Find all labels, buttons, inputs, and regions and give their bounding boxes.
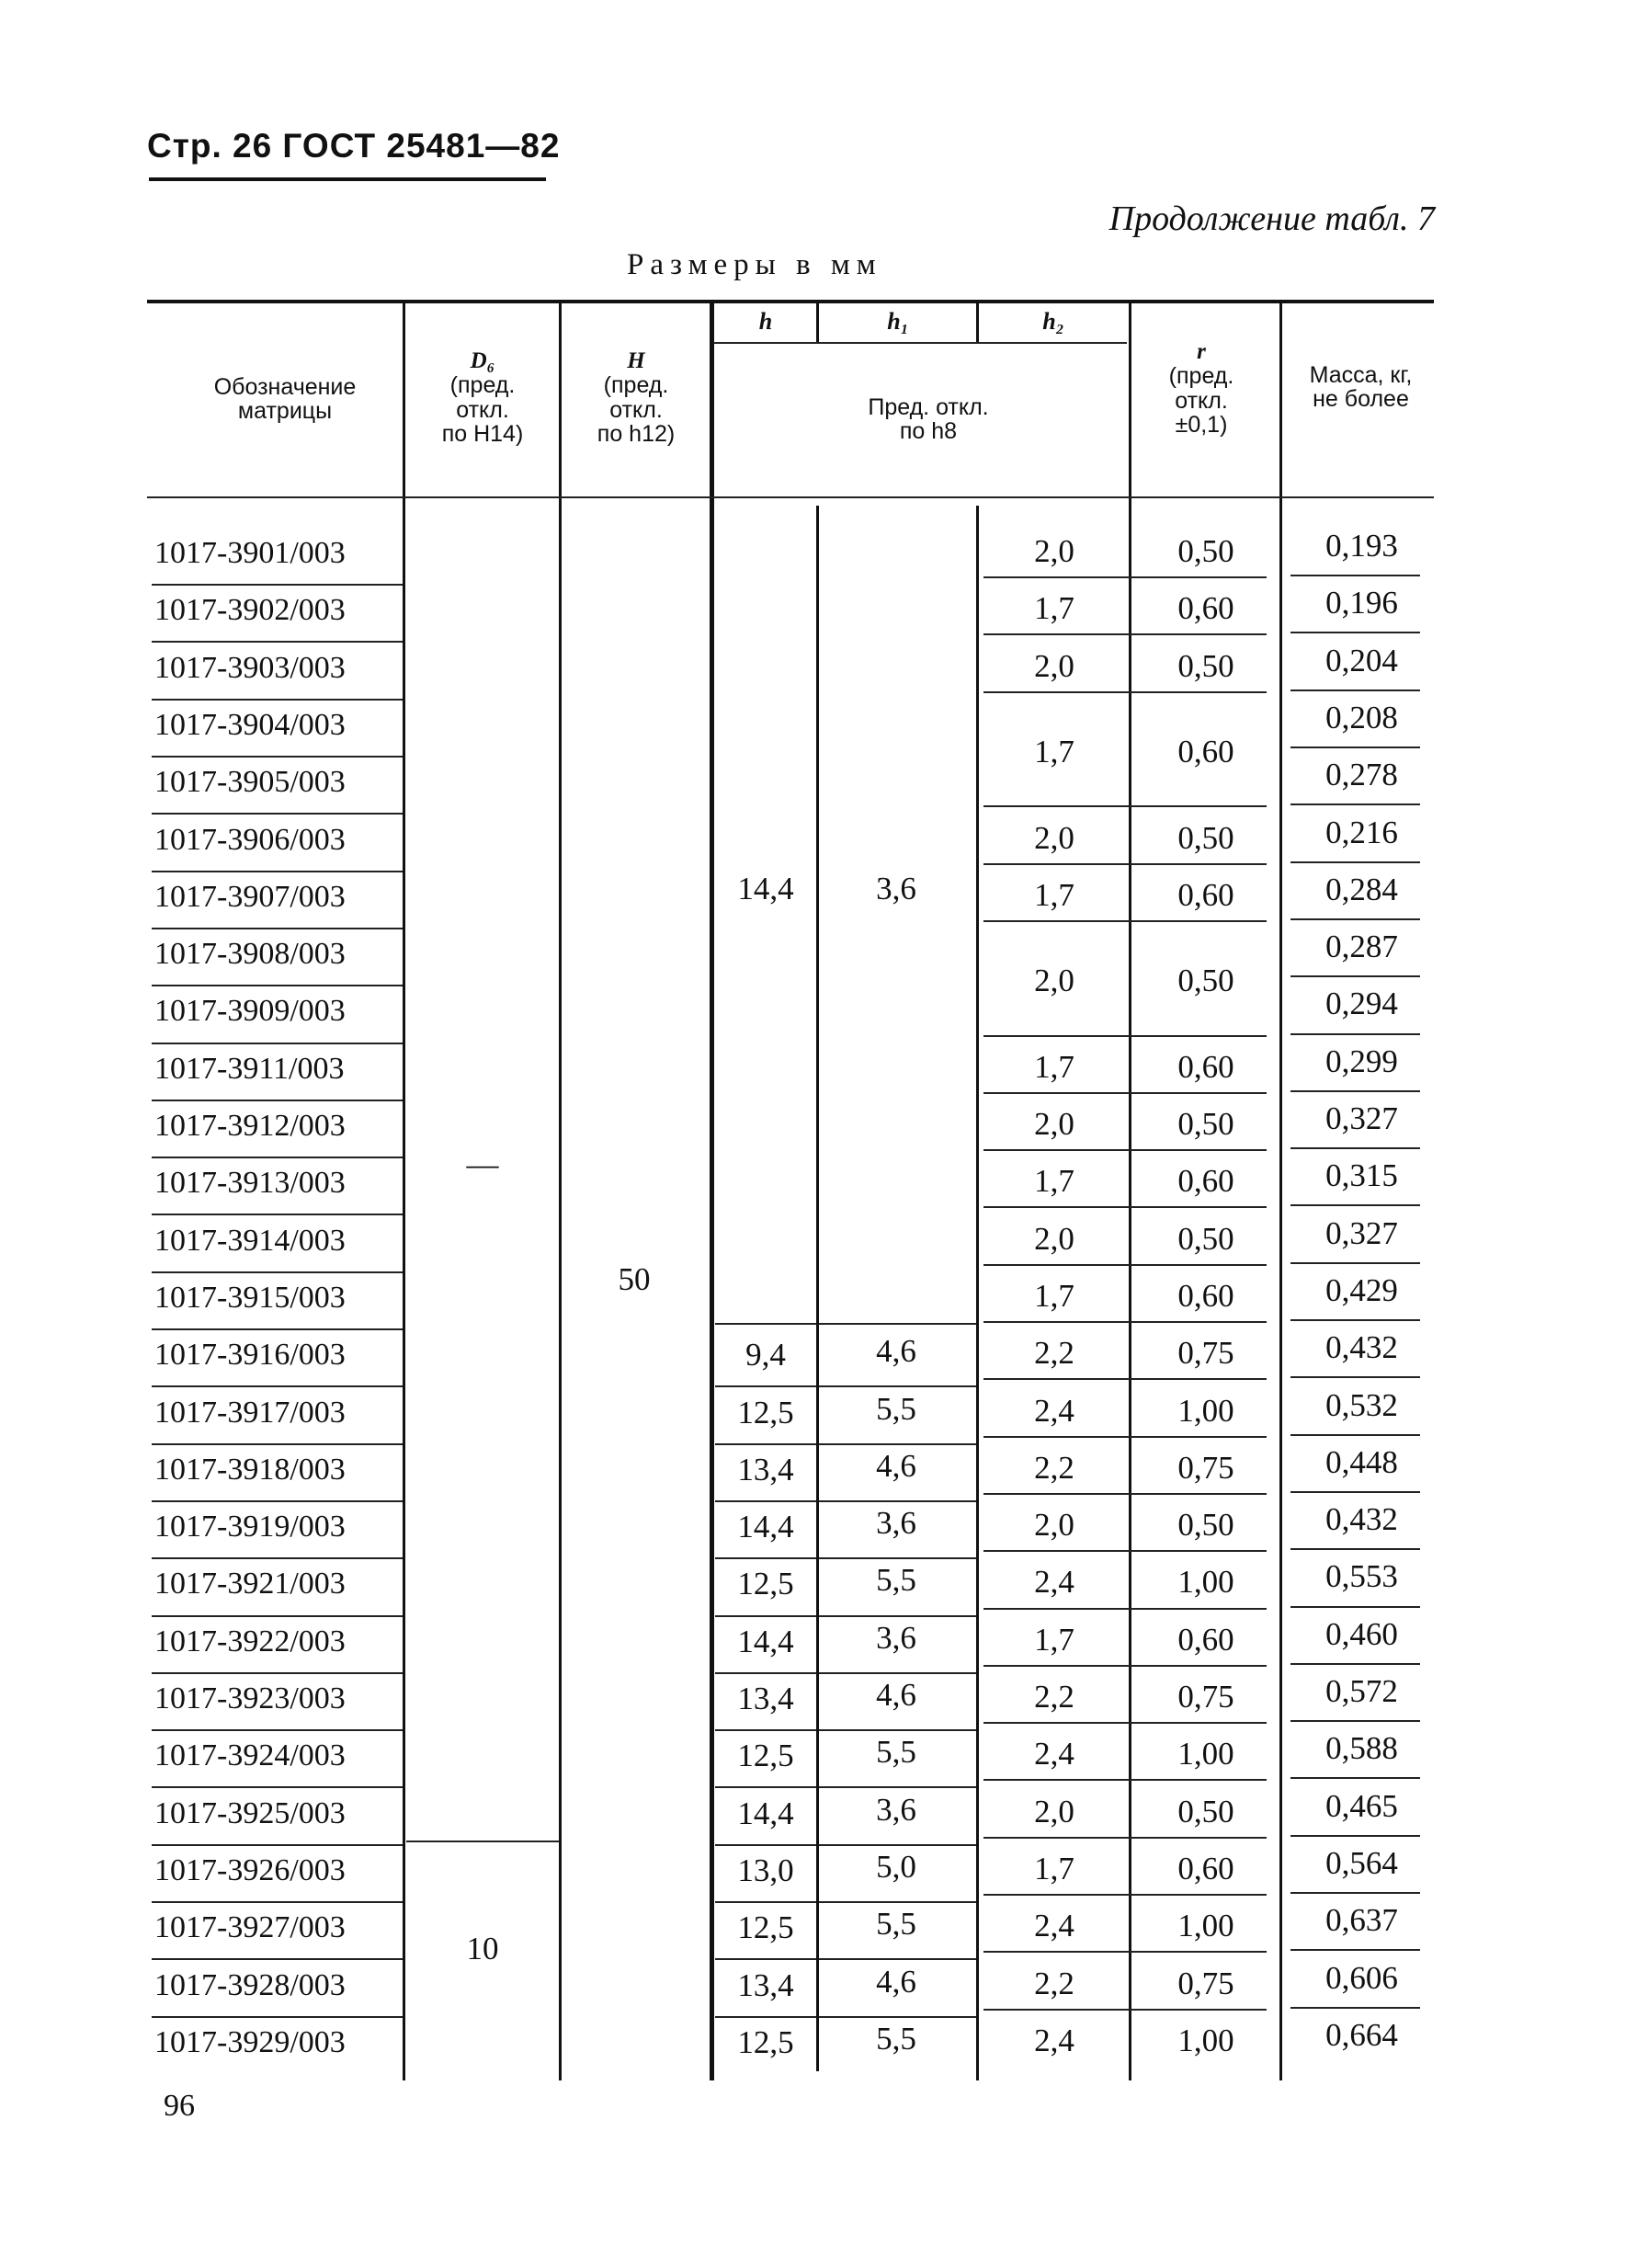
row-mass: 0,465	[1325, 1787, 1398, 1824]
row-separator	[1290, 1434, 1420, 1436]
row-separator	[1290, 575, 1420, 576]
group-h2: 1,7	[1034, 734, 1074, 770]
row-separator	[715, 1901, 976, 1903]
row-designation: 1017-3915/003	[154, 1280, 346, 1315]
d6-value-10: 10	[466, 1931, 499, 1967]
row-separator	[1290, 1777, 1420, 1779]
row-h1: 5,5	[876, 1734, 916, 1771]
group-separator	[983, 1722, 1267, 1724]
group-r: 0,50	[1177, 819, 1234, 856]
row-separator	[715, 1557, 976, 1559]
row-separator	[1290, 1548, 1420, 1550]
h1-upper-value: 3,6	[876, 870, 916, 906]
header-h1: h₁	[887, 308, 909, 335]
h-block-rule	[715, 1323, 976, 1325]
row-separator	[1290, 803, 1420, 805]
row-h: 14,4	[737, 1795, 794, 1831]
row-designation: 1017-3917/003	[154, 1395, 346, 1430]
row-mass: 0,572	[1325, 1673, 1398, 1709]
row-separator	[1290, 1376, 1420, 1378]
row-mass: 0,327	[1325, 1100, 1398, 1136]
row-designation: 1017-3901/003	[154, 536, 346, 570]
row-h: 12,5	[737, 1394, 794, 1430]
group-h2: 2,0	[1034, 1793, 1074, 1829]
group-r: 1,00	[1177, 1564, 1234, 1601]
row-separator	[715, 1443, 976, 1445]
column-divider	[1279, 303, 1282, 2080]
row-separator	[152, 1271, 403, 1273]
row-h: 9,4	[745, 1337, 786, 1373]
row-separator	[1290, 1319, 1420, 1321]
row-separator	[1290, 690, 1420, 691]
group-separator	[983, 863, 1267, 865]
row-mass: 0,429	[1325, 1271, 1398, 1308]
row-h: 12,5	[737, 1909, 794, 1946]
group-r: 0,50	[1177, 1220, 1234, 1257]
header-h: h	[758, 308, 773, 335]
row-separator	[1290, 1090, 1420, 1092]
row-designation: 1017-3924/003	[154, 1738, 346, 1773]
group-separator	[983, 1264, 1267, 1266]
dimensions-caption: Размеры в мм	[627, 248, 882, 281]
group-h2: 2,2	[1034, 1679, 1074, 1715]
row-separator	[1290, 747, 1420, 748]
group-h2: 2,4	[1034, 1736, 1074, 1772]
group-h2: 1,7	[1034, 590, 1074, 627]
header-subdivider	[816, 303, 819, 342]
row-separator	[1290, 918, 1420, 920]
table-top-rule	[147, 300, 1434, 303]
page-header: Стр. 26 ГОСТ 25481—82	[147, 127, 561, 165]
row-designation: 1017-3907/003	[154, 879, 346, 914]
row-mass: 0,553	[1325, 1558, 1398, 1595]
row-h: 12,5	[737, 1738, 794, 1774]
row-separator	[715, 1958, 976, 1960]
row-separator	[152, 641, 403, 643]
row-designation: 1017-3905/003	[154, 765, 346, 800]
row-mass: 0,432	[1325, 1501, 1398, 1538]
group-separator	[983, 1608, 1267, 1610]
row-separator	[152, 1214, 403, 1215]
row-separator	[1290, 1835, 1420, 1837]
row-designation: 1017-3904/003	[154, 707, 346, 742]
group-separator	[983, 920, 1267, 922]
h-upper-value: 14,4	[737, 870, 794, 906]
row-designation: 1017-3902/003	[154, 593, 346, 628]
row-separator	[715, 1500, 976, 1502]
row-separator	[1290, 1204, 1420, 1206]
group-r: 0,60	[1177, 1048, 1234, 1085]
row-designation: 1017-3908/003	[154, 937, 346, 972]
header-bottom-rule	[147, 496, 1434, 498]
continuation-note: Продолжение табл. 7	[1108, 199, 1435, 238]
column-divider	[559, 303, 562, 2080]
group-separator	[983, 1436, 1267, 1438]
group-h2: 2,4	[1034, 2022, 1074, 2058]
row-mass: 0,193	[1325, 528, 1398, 564]
row-separator	[715, 1844, 976, 1846]
group-h2: 2,0	[1034, 1507, 1074, 1544]
group-h2: 2,0	[1034, 963, 1074, 999]
group-h2: 1,7	[1034, 1850, 1074, 1886]
row-separator	[715, 2016, 976, 2018]
row-h1: 4,6	[876, 1677, 916, 1713]
row-h: 13,0	[737, 1852, 794, 1888]
row-designation: 1017-3928/003	[154, 1967, 346, 2002]
row-separator	[1290, 861, 1420, 863]
group-r: 1,00	[1177, 2022, 1234, 2058]
group-separator	[983, 1951, 1267, 1953]
column-divider	[403, 303, 405, 2080]
header-d6: D₆ (пред. откл. по H14)	[441, 348, 524, 447]
group-r: 0,60	[1177, 590, 1234, 627]
header-h-group-rule	[713, 342, 1127, 344]
row-separator	[152, 2016, 403, 2018]
row-separator	[152, 871, 403, 872]
header-designation: Обозначение матрицы	[213, 374, 357, 425]
group-h2: 2,0	[1034, 533, 1074, 569]
group-h2: 2,2	[1034, 1335, 1074, 1372]
group-h2: 2,0	[1034, 647, 1074, 684]
group-h2: 2,0	[1034, 1106, 1074, 1142]
row-separator	[152, 928, 403, 929]
group-r: 0,75	[1177, 1449, 1234, 1486]
row-mass: 0,448	[1325, 1443, 1398, 1480]
row-separator	[152, 1100, 403, 1101]
row-mass: 0,460	[1325, 1615, 1398, 1652]
row-separator	[1290, 632, 1420, 633]
row-mass: 0,204	[1325, 642, 1398, 678]
row-separator	[152, 756, 403, 758]
header-h-big: H (пред. откл. по h12)	[597, 348, 676, 447]
row-separator	[152, 1385, 403, 1387]
row-separator	[1290, 1491, 1420, 1493]
group-separator	[983, 1092, 1267, 1094]
row-separator	[152, 1043, 403, 1044]
group-separator	[983, 1550, 1267, 1552]
group-r: 0,75	[1177, 1965, 1234, 2001]
group-r: 0,75	[1177, 1335, 1234, 1372]
group-r: 0,50	[1177, 1507, 1234, 1544]
row-h1: 4,6	[876, 1333, 916, 1370]
row-mass: 0,532	[1325, 1386, 1398, 1423]
group-separator	[983, 1779, 1267, 1781]
group-separator	[983, 1035, 1267, 1037]
row-separator	[152, 1672, 403, 1674]
row-separator	[1290, 1892, 1420, 1894]
row-mass: 0,216	[1325, 814, 1398, 850]
row-designation: 1017-3903/003	[154, 650, 346, 685]
group-h2: 1,7	[1034, 1048, 1074, 1085]
group-r: 0,60	[1177, 876, 1234, 913]
group-separator	[983, 1837, 1267, 1839]
row-h: 14,4	[737, 1623, 794, 1659]
row-separator	[715, 1615, 976, 1617]
row-separator	[152, 699, 403, 701]
row-separator	[152, 1901, 403, 1903]
row-designation: 1017-3909/003	[154, 994, 346, 1029]
row-separator	[715, 1729, 976, 1731]
header-mass: Масса, кг, не более	[1309, 362, 1413, 413]
group-r: 0,50	[1177, 533, 1234, 569]
row-h1: 5,5	[876, 1390, 916, 1427]
row-separator	[1290, 1262, 1420, 1264]
group-r: 0,75	[1177, 1679, 1234, 1715]
row-mass: 0,315	[1325, 1157, 1398, 1194]
row-designation: 1017-3912/003	[154, 1109, 346, 1143]
row-separator	[152, 584, 403, 586]
row-designation: 1017-3918/003	[154, 1452, 346, 1487]
row-h1: 4,6	[876, 1447, 916, 1484]
row-separator	[152, 1328, 403, 1330]
group-h2: 2,4	[1034, 1392, 1074, 1429]
group-separator	[983, 633, 1267, 635]
row-designation: 1017-3906/003	[154, 822, 346, 857]
row-separator	[715, 1385, 976, 1387]
group-r: 0,50	[1177, 1793, 1234, 1829]
row-separator	[1290, 1606, 1420, 1608]
row-h1: 4,6	[876, 1963, 916, 2000]
row-h1: 5,5	[876, 1562, 916, 1599]
page-number: 96	[164, 2089, 195, 2123]
group-separator	[983, 805, 1267, 807]
group-h2: 2,4	[1034, 1564, 1074, 1601]
row-mass: 0,278	[1325, 757, 1398, 793]
d6-dash: —	[466, 1146, 499, 1183]
row-h: 13,4	[737, 1451, 794, 1487]
row-separator	[1290, 1033, 1420, 1035]
row-separator	[1290, 2007, 1420, 2009]
row-designation: 1017-3922/003	[154, 1624, 346, 1658]
row-mass: 0,588	[1325, 1730, 1398, 1767]
group-h2: 1,7	[1034, 1163, 1074, 1200]
row-h: 13,4	[737, 1966, 794, 2003]
row-designation: 1017-3916/003	[154, 1338, 346, 1373]
row-mass: 0,294	[1325, 986, 1398, 1022]
group-separator	[983, 1493, 1267, 1495]
row-mass: 0,637	[1325, 1902, 1398, 1939]
row-separator	[1290, 1663, 1420, 1665]
group-h2: 2,4	[1034, 1908, 1074, 1944]
row-h1: 5,5	[876, 2020, 916, 2057]
row-mass: 0,208	[1325, 699, 1398, 735]
row-designation: 1017-3911/003	[154, 1051, 345, 1086]
row-separator	[1290, 1949, 1420, 1951]
row-separator	[152, 813, 403, 815]
group-separator	[983, 1894, 1267, 1896]
group-separator	[983, 576, 1267, 578]
group-h2: 1,7	[1034, 1621, 1074, 1658]
row-separator	[152, 1443, 403, 1445]
row-h1: 5,0	[876, 1848, 916, 1885]
row-designation: 1017-3919/003	[154, 1510, 346, 1544]
group-r: 0,60	[1177, 1163, 1234, 1200]
row-h: 13,4	[737, 1681, 794, 1716]
group-h2: 2,0	[1034, 1220, 1074, 1257]
row-mass: 0,564	[1325, 1844, 1398, 1881]
row-h: 12,5	[737, 2023, 794, 2060]
group-r: 1,00	[1177, 1392, 1234, 1429]
row-mass: 0,327	[1325, 1214, 1398, 1251]
group-r: 0,60	[1177, 1277, 1234, 1314]
row-h: 14,4	[737, 1509, 794, 1545]
row-separator	[152, 1786, 403, 1788]
row-separator	[715, 1672, 976, 1674]
row-separator	[715, 1786, 976, 1788]
group-r: 0,50	[1177, 1106, 1234, 1142]
header-h-group: Пред. откл. по h8	[868, 394, 989, 445]
row-designation: 1017-3927/003	[154, 1910, 346, 1945]
group-h2: 1,7	[1034, 1277, 1074, 1314]
group-r: 0,60	[1177, 734, 1234, 770]
group-separator	[983, 1378, 1267, 1380]
group-h2: 2,2	[1034, 1965, 1074, 2001]
row-separator	[152, 1157, 403, 1158]
group-separator	[983, 1149, 1267, 1151]
group-h2: 2,0	[1034, 819, 1074, 856]
group-r: 1,00	[1177, 1908, 1234, 1944]
row-mass: 0,287	[1325, 929, 1398, 965]
row-h1: 3,6	[876, 1619, 916, 1656]
group-r: 0,50	[1177, 963, 1234, 999]
column-divider	[711, 303, 714, 2080]
group-separator	[983, 1206, 1267, 1208]
row-designation: 1017-3926/003	[154, 1852, 346, 1887]
row-mass: 0,432	[1325, 1329, 1398, 1366]
row-mass: 0,606	[1325, 1959, 1398, 1996]
row-designation: 1017-3925/003	[154, 1795, 346, 1830]
row-separator	[152, 1615, 403, 1617]
group-r: 0,60	[1177, 1850, 1234, 1886]
group-separator	[983, 691, 1267, 693]
row-separator	[1290, 1147, 1420, 1149]
header-r: r (пред. откл. ±0,1)	[1168, 339, 1234, 438]
row-designation: 1017-3921/003	[154, 1567, 346, 1601]
row-separator	[1290, 975, 1420, 977]
group-r: 0,60	[1177, 1621, 1234, 1658]
row-separator	[1290, 1720, 1420, 1722]
row-mass: 0,299	[1325, 1043, 1398, 1079]
row-designation: 1017-3923/003	[154, 1681, 346, 1715]
group-separator	[983, 1321, 1267, 1323]
group-h2: 2,2	[1034, 1449, 1074, 1486]
row-separator	[152, 1557, 403, 1559]
row-mass: 0,196	[1325, 585, 1398, 621]
row-mass: 0,284	[1325, 871, 1398, 907]
row-separator	[152, 1729, 403, 1731]
row-designation: 1017-3929/003	[154, 2024, 346, 2059]
group-r: 1,00	[1177, 1736, 1234, 1772]
row-h: 12,5	[737, 1566, 794, 1602]
row-designation: 1017-3914/003	[154, 1223, 346, 1258]
row-separator	[152, 1958, 403, 1960]
row-separator	[152, 1500, 403, 1502]
row-separator	[152, 1844, 403, 1846]
group-h2: 1,7	[1034, 876, 1074, 913]
group-separator	[983, 1665, 1267, 1667]
row-separator	[152, 985, 403, 986]
header-subdivider	[976, 303, 979, 342]
row-h1: 3,6	[876, 1791, 916, 1828]
h1-h2-divider	[976, 506, 979, 2080]
row-designation: 1017-3913/003	[154, 1166, 346, 1201]
group-r: 0,50	[1177, 647, 1234, 684]
h-inner-divider	[816, 506, 819, 2071]
row-h1: 5,5	[876, 1906, 916, 1943]
header-h2: h₂	[1042, 308, 1064, 335]
header-rule	[149, 177, 546, 181]
column-divider	[1129, 303, 1131, 2080]
row-h1: 3,6	[876, 1505, 916, 1542]
row-mass: 0,664	[1325, 2016, 1398, 2053]
h-big-value: 50	[618, 1260, 651, 1297]
d6-block-rule	[406, 1841, 559, 1842]
group-separator	[983, 2009, 1267, 2011]
